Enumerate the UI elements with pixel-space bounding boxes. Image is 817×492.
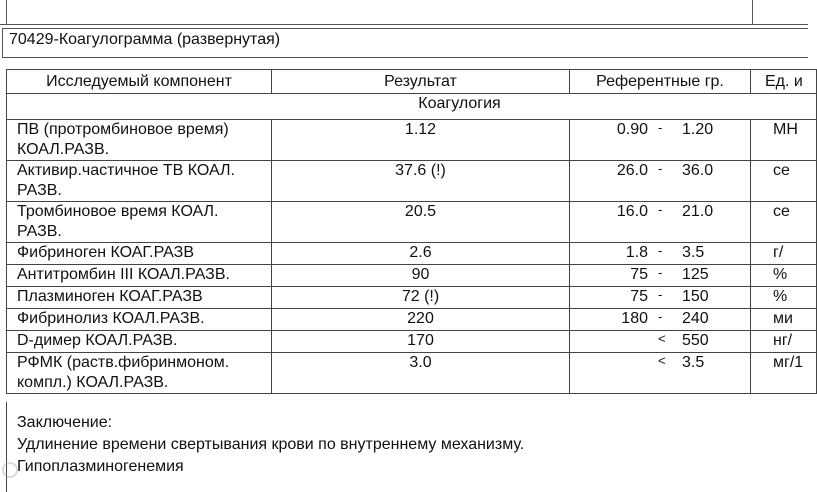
component-name-line1: Фибринолиз КОАЛ.РАЗВ. <box>17 310 205 327</box>
component-name-line2: РАЗВ. <box>17 223 62 240</box>
reference-low: 26.0 <box>616 162 648 179</box>
result-value: 37.6 (!) <box>272 161 570 202</box>
reference-separator: - <box>658 243 663 258</box>
result-value: 90 <box>272 265 570 287</box>
reference-separator: - <box>658 287 663 302</box>
table-row <box>7 353 817 394</box>
result-value: 20.5 <box>272 202 570 243</box>
table-row <box>7 331 817 353</box>
component-name-line1: Фибриноген КОАГ.РАЗВ <box>17 244 194 261</box>
header-reference: Референтные гр. <box>570 70 751 94</box>
results-table <box>6 69 817 394</box>
unit-value: мг/1 <box>751 353 817 394</box>
reference-separator: < <box>658 353 666 368</box>
conclusion-heading: Заключение: <box>17 414 113 431</box>
component-name <box>7 120 272 161</box>
reference-low: 16.0 <box>616 203 648 220</box>
reference-separator: - <box>658 161 663 176</box>
unit-value: се <box>751 161 817 202</box>
top-right-divider <box>752 0 753 24</box>
section-title <box>7 94 817 120</box>
table-row <box>7 243 817 265</box>
unit-value: се <box>751 202 817 243</box>
reference-high: 36.0 <box>682 162 714 179</box>
unit-value: МН <box>751 120 817 161</box>
component-name <box>7 265 272 287</box>
result-value: 3.0 <box>272 353 570 394</box>
header-unit: Ед. и <box>751 70 817 94</box>
component-name <box>7 309 272 331</box>
table-row <box>7 120 817 161</box>
table-row <box>7 161 817 202</box>
reference-low: 75 <box>630 288 648 305</box>
reference-separator: - <box>658 202 663 217</box>
component-name <box>7 243 272 265</box>
reference-range <box>570 353 751 394</box>
component-name-line1: Антитромбин III КОАЛ.РАЗВ. <box>17 266 230 283</box>
result-value: 2.6 <box>272 243 570 265</box>
table-row <box>7 287 817 309</box>
conclusion-line-2: Гипоплазминогенемия <box>17 458 184 475</box>
reference-range <box>570 287 751 309</box>
reference-high: 3.5 <box>682 244 705 261</box>
component-name-line2: КОАЛ.РАЗВ. <box>17 141 110 158</box>
table-row <box>7 265 817 287</box>
reference-range <box>570 161 751 202</box>
reference-separator: - <box>658 120 663 135</box>
component-name <box>7 287 272 309</box>
component-name-line2: РАЗВ. <box>17 182 62 199</box>
reference-high: 125 <box>682 266 709 283</box>
reference-low: 75 <box>630 266 648 283</box>
result-value: 1.12 <box>272 120 570 161</box>
result-value: 170 <box>272 331 570 353</box>
unit-value: % <box>751 265 817 287</box>
reference-low: 0.90 <box>616 121 648 138</box>
component-name-line1: ПВ (протромбиновое время) <box>17 121 229 138</box>
reference-low: 1.8 <box>625 244 648 261</box>
section-row <box>7 94 817 120</box>
component-name-line1: РФМК (раств.фибринмоном. <box>17 354 230 371</box>
reference-high: 1.20 <box>682 121 714 138</box>
reference-range <box>570 243 751 265</box>
component-name <box>7 202 272 243</box>
reference-range <box>570 202 751 243</box>
reference-range <box>570 309 751 331</box>
header-row <box>7 70 817 94</box>
component-name <box>7 161 272 202</box>
header-component: Исследуемый компонент <box>7 70 272 94</box>
result-value: 72 (!) <box>272 287 570 309</box>
top-left-divider <box>6 0 7 24</box>
component-name-line2: компл.) КОАЛ.РАЗВ. <box>17 374 169 391</box>
unit-value: г/ <box>751 243 817 265</box>
reference-high: 3.5 <box>682 354 705 371</box>
table-row <box>7 202 817 243</box>
component-name <box>7 353 272 394</box>
conclusion-line-1: Удлинение времени свертывания крови по внутреннему механизму. <box>17 436 525 453</box>
reference-separator: - <box>658 265 663 280</box>
table-row <box>7 309 817 331</box>
component-name-line1: Плазминоген КОАГ.РАЗВ <box>17 288 203 305</box>
reference-high: 240 <box>682 310 709 327</box>
unit-value: ми <box>751 309 817 331</box>
reference-range <box>570 331 751 353</box>
reference-separator: - <box>658 309 663 324</box>
test-title: 70429-Коагулограмма (развернутая) <box>2 28 808 58</box>
component-name-line1: Активир.частичное ТВ КОАЛ. <box>17 162 235 179</box>
conclusion <box>6 402 817 492</box>
watermark-icon <box>0 460 20 480</box>
unit-value: нг/ <box>751 331 817 353</box>
reference-high: 21.0 <box>682 203 714 220</box>
reference-low: 180 <box>621 310 648 327</box>
reference-range <box>570 265 751 287</box>
component-name-line1: Тромбиновое время КОАЛ. <box>17 203 219 220</box>
reference-high: 150 <box>682 288 709 305</box>
top-header-box <box>0 0 808 25</box>
section-label: Коагулогия <box>418 95 501 112</box>
reference-range <box>570 120 751 161</box>
result-value: 220 <box>272 309 570 331</box>
reference-separator: < <box>658 331 666 346</box>
component-name-line1: D-димер КОАЛ.РАЗВ. <box>17 332 178 349</box>
component-name <box>7 331 272 353</box>
reference-high: 550 <box>682 332 709 349</box>
header-result: Результат <box>272 70 570 94</box>
unit-value: % <box>751 287 817 309</box>
